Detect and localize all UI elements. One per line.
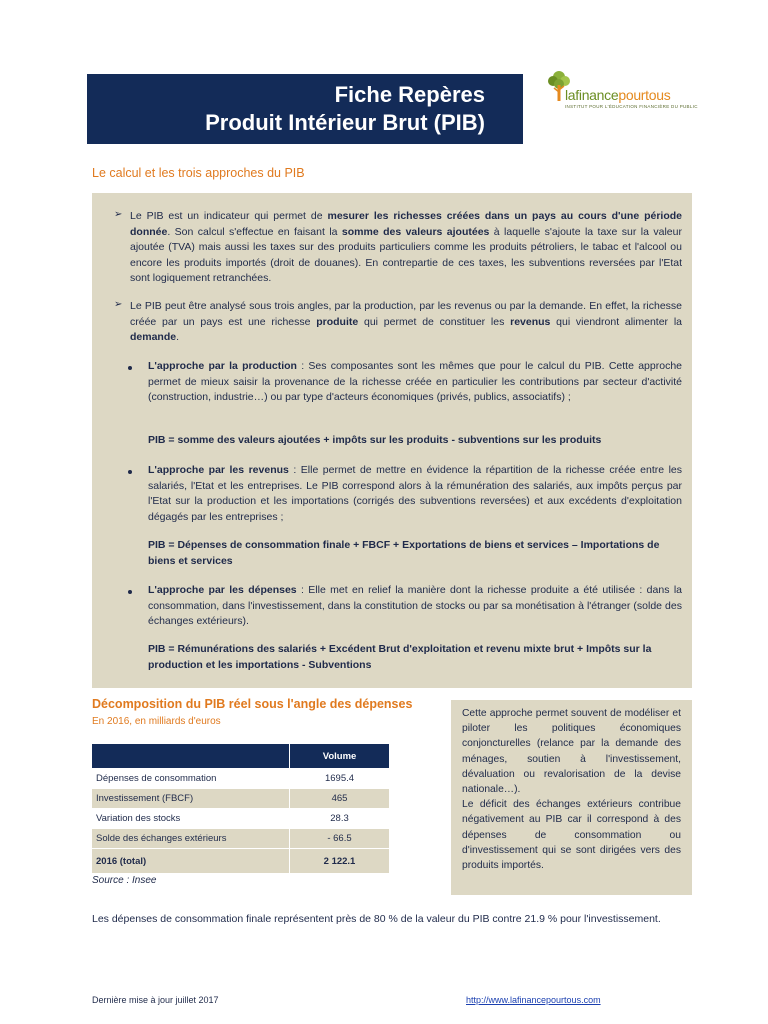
arrow-bullet-icon: ➢ bbox=[114, 209, 123, 220]
page-title bbox=[205, 81, 485, 137]
section-title: Le calcul et les trois approches du PIB bbox=[92, 166, 305, 180]
table-cell-value: 28.3 bbox=[290, 809, 390, 829]
logo[interactable] bbox=[548, 70, 698, 118]
side-note-paragraph: Cette approche permet souvent de modéliser et piloter les politiques économiques conjoncturelles (relance par la demande des ménages, soutien à l'investissement, dévaluation ou revalorisation de la devise nationale…). bbox=[462, 708, 681, 796]
table-total-value: 2 122.1 bbox=[290, 849, 390, 874]
logo-wordmark: lafinancepourtous bbox=[565, 87, 671, 103]
bullet-dot-icon bbox=[128, 366, 132, 370]
table-row bbox=[92, 809, 389, 829]
table-cell-value: 465 bbox=[290, 789, 390, 809]
table-cell-label: Dépenses de consommation bbox=[92, 769, 290, 789]
table-cell-label: Solde des échanges extérieurs bbox=[92, 829, 290, 849]
logo-tagline: INSTITUT POUR L'ÉDUCATION FINANCIÈRE DU PUBLIC bbox=[565, 104, 698, 109]
page-title-line1: Fiche Repères bbox=[334, 82, 485, 107]
table-row bbox=[92, 829, 389, 849]
table-row bbox=[92, 789, 389, 809]
paragraph-three-angles: Le PIB peut être analysé sous trois angles, par la production, par les revenus ou par la demande. En effet, la richesse créée par un pays est une richesse produite qui permet de constituer les revenus qui viendront alimenter la demande. bbox=[130, 300, 682, 343]
approach-revenus: L'approche par les revenus : Elle permet de mettre en évidence la répartition de la richesse créée entre les salariés, l'Etat et les entreprises. Le PIB correspond alors à la rémunération des salariés, aux impôts perçus par l'Etat sur la production et les importations (corrigés des subventions reversées) et aux excédents d'exploitation dégagés par les entreprises ; bbox=[148, 464, 682, 523]
paragraph-definition: Le PIB est un indicateur qui permet de mesurer les richesses créées dans un pays au cours d'une période donnée. Son calcul s'effectue en faisant la somme des valeurs ajoutées à laquelle s'ajoute la taxe sur la valeur ajoutée (TVA) mais aussi les taxes sur des produits particuliers comme les produits pétroliers, le tabac et l'alcool ou encore les produits importés (droit de douanes). En contrepartie de ces taxes, les subventions reversées par l'Etat sont logiquement retranchées. bbox=[130, 210, 682, 284]
table-cell-label: Investissement (FBCF) bbox=[92, 789, 290, 809]
table-header-blank bbox=[92, 744, 290, 769]
page-title-line2: Produit Intérieur Brut (PIB) bbox=[205, 110, 485, 135]
table-total-row bbox=[92, 849, 389, 874]
side-note-text bbox=[462, 706, 681, 873]
footer-website-link[interactable]: http://www.lafinancepourtous.com bbox=[466, 995, 601, 1005]
table-cell-value: 1695.4 bbox=[290, 769, 390, 789]
side-note-box bbox=[451, 700, 692, 895]
bullet-dot-icon bbox=[128, 470, 132, 474]
pib-table bbox=[92, 744, 389, 874]
bullet-dot-icon bbox=[128, 590, 132, 594]
formula-production: PIB = somme des valeurs ajoutées + impôts sur les produits - subventions sur les produits bbox=[148, 434, 602, 446]
conclusion-text: Les dépenses de consommation finale représentent près de 80 % de la valeur du PIB contre 21.9 % pour l'investissement. bbox=[92, 913, 661, 925]
approach-production: L'approche par la production : Ses composantes sont les mêmes que pour le calcul du PIB. Cette approche permet de mieux saisir la provenance de la richesse créée en particulier les contributions par secteur d'activité (construction, industrie…) ou par type d'acteurs économiques (privés, publics, associatifs) ; bbox=[148, 360, 682, 403]
table-header-row bbox=[92, 744, 389, 769]
header-banner bbox=[87, 74, 523, 144]
info-box bbox=[92, 193, 692, 688]
table-cell-label: Variation des stocks bbox=[92, 809, 290, 829]
table-cell-value: - 66.5 bbox=[290, 829, 390, 849]
side-note-paragraph: Le déficit des échanges extérieurs contribue négativement au PIB car il correspond à des dépenses de consommation ou d'investissement qui se sont dirigées vers des produits importés. bbox=[462, 799, 681, 872]
formula-revenus: PIB = Dépenses de consommation finale + FBCF + Exportations de biens et services – Importations de biens et services bbox=[148, 539, 660, 567]
table-row bbox=[92, 769, 389, 789]
footer-update-date: Dernière mise à jour juillet 2017 bbox=[92, 995, 219, 1005]
table-source: Source : Insee bbox=[92, 875, 157, 886]
table-header-volume: Volume bbox=[290, 744, 390, 769]
formula-depenses: PIB = Rémunérations des salariés + Excédent Brut d'exploitation et revenu mixte brut + Impôts sur la production et les importations - Subventions bbox=[148, 643, 652, 671]
arrow-bullet-icon: ➢ bbox=[114, 299, 123, 310]
table-total-label: 2016 (total) bbox=[92, 849, 290, 874]
chart-title: Décomposition du PIB réel sous l'angle des dépenses bbox=[92, 697, 413, 711]
approach-depenses: L'approche par les dépenses : Elle met en relief la manière dont la richesse produite a été utilisée : dans la consommation, dans l'investissement, dans la constitution de stocks ou par sa monétisation à l'étranger (solde des échanges extérieurs). bbox=[148, 584, 682, 627]
chart-subtitle: En 2016, en milliards d'euros bbox=[92, 716, 221, 727]
